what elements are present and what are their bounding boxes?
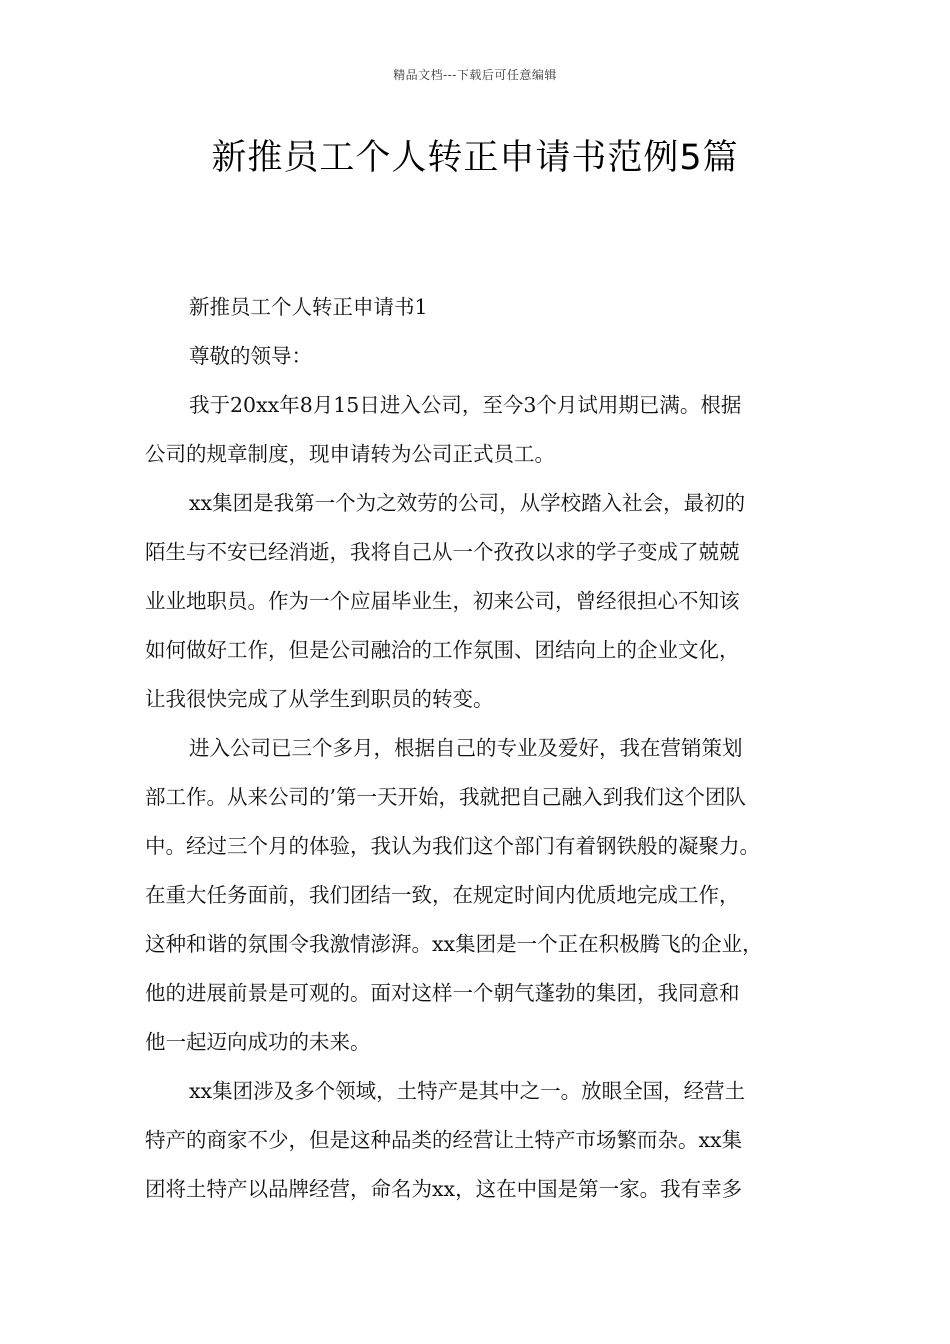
paragraph bbox=[145, 724, 815, 1067]
paragraph-line: 团将土特产以品牌经营，命名为xx，这在中国是第一家。我有幸多 bbox=[145, 1177, 743, 1201]
paragraph bbox=[145, 283, 815, 332]
paragraph-line: 中。经过三个月的体验，我认为我们这个部门有着钢铁般的凝聚力。 bbox=[145, 834, 760, 858]
paragraph-line: 尊敬的领导： bbox=[189, 344, 312, 368]
paragraph-line: 部工作。从来公司的’第一天开始，我就把自己融入到我们这个团队 bbox=[145, 785, 747, 809]
document-body bbox=[145, 283, 815, 1214]
paragraph-line: 他一起迈向成功的未来。 bbox=[145, 1030, 371, 1054]
paragraph bbox=[145, 332, 815, 381]
paragraph-line: 这种和谐的氛围令我激情澎湃。xx集团是一个正在积极腾飞的企业， bbox=[145, 932, 763, 956]
paragraph-line: xx集团是我第一个为之效劳的公司，从学校踏入社会，最初的 bbox=[189, 491, 746, 515]
document-title: 新推员工个人转正申请书范例5篇 bbox=[211, 138, 739, 178]
paragraph-line: 业业地职员。作为一个应届毕业生，初来公司，曾经很担心不知该 bbox=[145, 589, 740, 613]
paragraph-line: 进入公司已三个多月，根据自己的专业及爱好，我在营销策划 bbox=[189, 736, 743, 760]
paragraph-line: 让我很快完成了从学生到职员的转变。 bbox=[145, 687, 494, 711]
paragraph-line: 特产的商家不少，但是这种品类的经营让土特产市场繁而杂。xx集 bbox=[145, 1128, 743, 1152]
paragraph-line: 在重大任务面前，我们团结一致，在规定时间内优质地完成工作， bbox=[145, 883, 740, 907]
paragraph-line: 陌生与不安已经消逝，我将自己从一个孜孜以求的学子变成了兢兢 bbox=[145, 540, 740, 564]
paragraph-line: 公司的规章制度，现申请转为公司正式员工。 bbox=[145, 442, 555, 466]
paragraph bbox=[145, 479, 815, 724]
header-note: 精品文档---下载后可任意编辑 bbox=[393, 68, 557, 82]
paragraph bbox=[145, 1067, 815, 1214]
paragraph bbox=[145, 381, 815, 479]
paragraph-line: xx集团涉及多个领域，土特产是其中之一。放眼全国，经营土 bbox=[189, 1079, 746, 1103]
paragraph-line: 新推员工个人转正申请书1 bbox=[189, 295, 428, 319]
paragraph-line: 他的进展前景是可观的。面对这样一个朝气蓬勃的集团，我同意和 bbox=[145, 981, 740, 1005]
paragraph-line: 我于20xx年8月15日进入公司，至今3个月试用期已满。根据 bbox=[189, 393, 742, 417]
paragraph-line: 如何做好工作，但是公司融洽的工作氛围、团结向上的企业文化， bbox=[145, 638, 740, 662]
